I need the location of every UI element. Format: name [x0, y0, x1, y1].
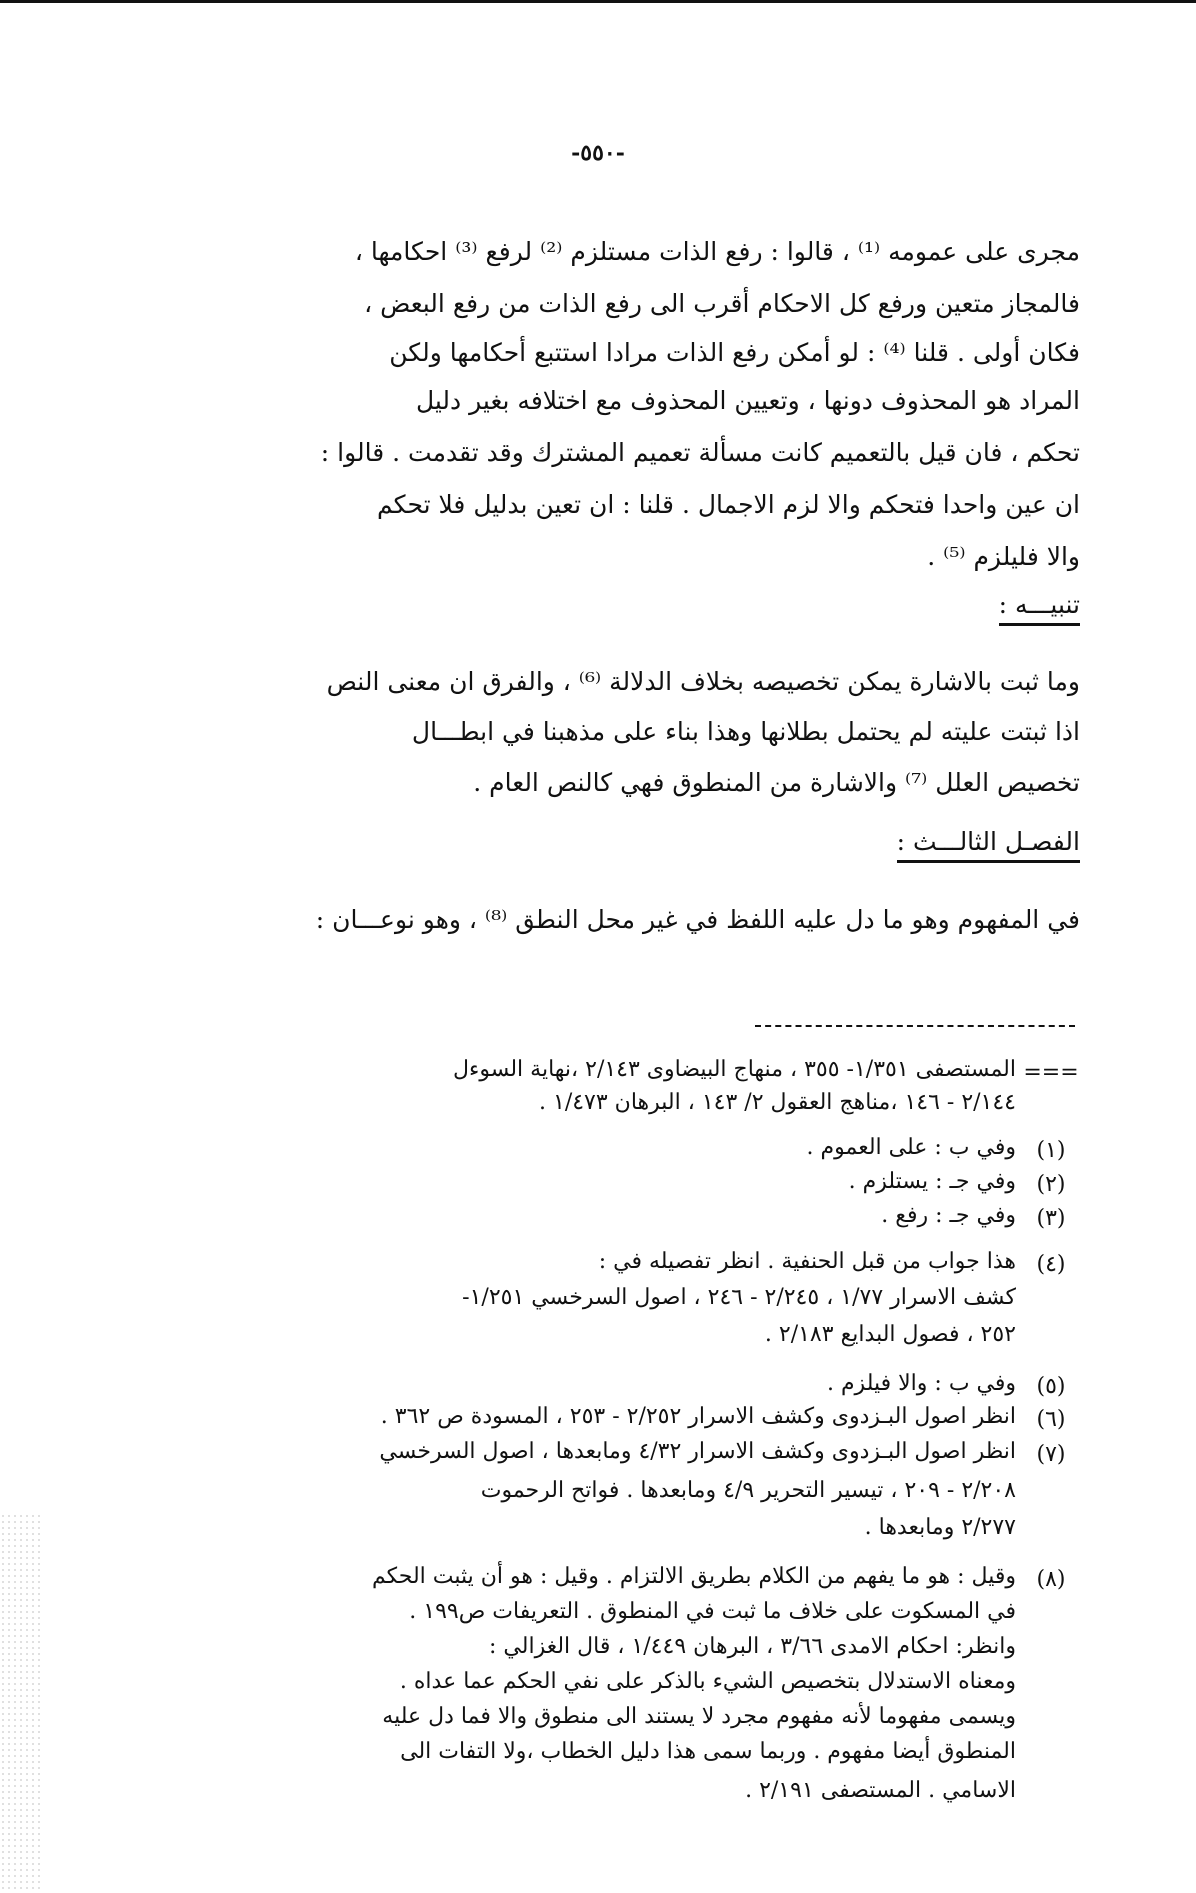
footnote-number: (٣): [1036, 1206, 1066, 1231]
footnote-number: (٨): [1036, 1567, 1066, 1592]
body-line: المراد هو المحذوف دونها ، وتعيين المحذوف مع اختلافه بغير دليل: [415, 386, 1080, 415]
footnote-line: وفي ب : على العموم .: [806, 1135, 1016, 1160]
page-number: -٥٥٠-: [571, 140, 625, 166]
footnote-line: ويسمى مفهوما لأنه مفهوم مجرد لا يستند الى منطوق والا فما دل عليه: [382, 1704, 1016, 1729]
footnote-line: كشف الاسرار ١/٧٧ ، ٢/٢٤٥ - ٢٤٦ ، اصول السرخسي ١/٢٥١-: [462, 1285, 1016, 1310]
body-line: فالمجاز متعين ورفع كل الاحكام أقرب الى رفع الذات من رفع البعض ،: [364, 289, 1080, 318]
footnote-line: المنطوق أيضا مفهوم . وربما سمى هذا دليل الخطاب ،ولا التفات الى: [400, 1739, 1016, 1764]
footnote-line: المستصفى ١/٣٥١- ٣٥٥ ، منهاج البيضاوى ٢/١٤٣ ،نهاية السوءل: [453, 1057, 1016, 1082]
footnote-number: (١): [1036, 1138, 1066, 1163]
footnote-line: وفي جـ : يستلزم .: [848, 1169, 1016, 1194]
footnote-line: وانظر: احكام الامدى ٣/٦٦ ، البرهان ١/٤٤٩ ، قال الغزالي :: [489, 1634, 1016, 1659]
body-line: تخصيص العلل ⁽⁷⁾ والاشارة من المنطوق فهي كالنص العام .: [473, 768, 1080, 797]
footnote-line: ٢/١٤٤ - ١٤٦ ،مناهج العقول ٢/ ١٤٣ ، البرهان ١/٤٧٣ .: [539, 1090, 1016, 1115]
footnote-number: ===: [1023, 1060, 1079, 1085]
footnote-separator: [755, 1025, 1075, 1027]
footnote-line: وفي جـ : رفع .: [881, 1203, 1016, 1228]
footnote-number: (٥): [1036, 1374, 1066, 1399]
footnote-line: ومعناه الاستدلال بتخصيص الشيء بالذكر على نفي الحكم عما عداه .: [399, 1669, 1016, 1694]
body-line: اذا ثبتت عليته لم يحتمل بطلانها وهذا بناء على مذهبنا في ابطـــال: [411, 717, 1080, 746]
footnote-line: وفي ب : والا فيلزم .: [826, 1371, 1016, 1396]
footnote-line: وقيل : هو ما يفهم من الكلام بطريق الالتزام . وقيل : هو أن يثبت الحكم: [371, 1564, 1016, 1589]
heading-section-three: [897, 827, 1080, 856]
footnote-line: انظر اصول البـزدوى وكشف الاسرار ٢/٢٥٢ - ٢٥٣ ، المسودة ص ٣٦٢ .: [380, 1404, 1016, 1429]
footnote-number: (٧): [1036, 1442, 1066, 1467]
footnote-line: ٢٥٢ ، فصول البدايع ٢/١٨٣ .: [764, 1322, 1016, 1347]
footnote-line: الاسامي . المستصفى ٢/١٩١ .: [745, 1778, 1016, 1803]
footnote-number: (٢): [1036, 1172, 1066, 1197]
footnote-line: ٢/٢٠٨ - ٢٠٩ ، تيسير التحرير ٤/٩ ومابعدها . فواتح الرحموت: [480, 1478, 1016, 1503]
footnote-number: (٤): [1036, 1252, 1066, 1277]
body-line: ان عين واحدا فتحكم والا لزم الاجمال . قلنا : ان تعين بدليل فلا تحكم: [377, 490, 1080, 519]
top-border: [0, 0, 1196, 3]
heading-tanbih-text: تنبيـــه :: [999, 590, 1080, 626]
footnote-line: في المسكوت على خلاف ما ثبت في المنطوق . التعريفات ص١٩٩ .: [409, 1599, 1016, 1624]
body-line: وما ثبت بالاشارة يمكن تخصيصه بخلاف الدلالة ⁽⁶⁾ ، والفرق ان معنى النص: [326, 667, 1080, 696]
scan-noise: [0, 1513, 40, 1893]
heading-section-three-text: الفصـل الثالـــث :: [897, 827, 1080, 863]
footnote-line: انظر اصول البـزدوى وكشف الاسرار ٤/٣٢ ومابعدها ، اصول السرخسي: [379, 1439, 1016, 1464]
footnote-line: ٢/٢٧٧ ومابعدها .: [864, 1515, 1016, 1540]
body-line: في المفهوم وهو ما دل عليه اللفظ في غير محل النطق ⁽⁸⁾ ، وهو نوعـــان :: [315, 905, 1080, 934]
body-line: مجرى على عمومه ⁽¹⁾ ، قالوا : رفع الذات مستلزم ⁽²⁾ لرفع ⁽³⁾ احكامها ،: [354, 237, 1080, 266]
body-line: والا فليلزم ⁽⁵⁾ .: [927, 542, 1080, 571]
footnote-line: هذا جواب من قبل الحنفية . انظر تفصيله في :: [598, 1249, 1016, 1274]
heading-tanbih: [999, 590, 1080, 619]
body-line: فكان أولى . قلنا ⁽⁴⁾ : لو أمكن رفع الذات مرادا استتبع أحكامها ولكن: [389, 338, 1080, 367]
footnote-number: (٦): [1036, 1407, 1066, 1432]
body-line: تحكم ، فان قيل بالتعميم كانت مسألة تعميم المشترك وقد تقدمت . قالوا :: [320, 438, 1080, 467]
